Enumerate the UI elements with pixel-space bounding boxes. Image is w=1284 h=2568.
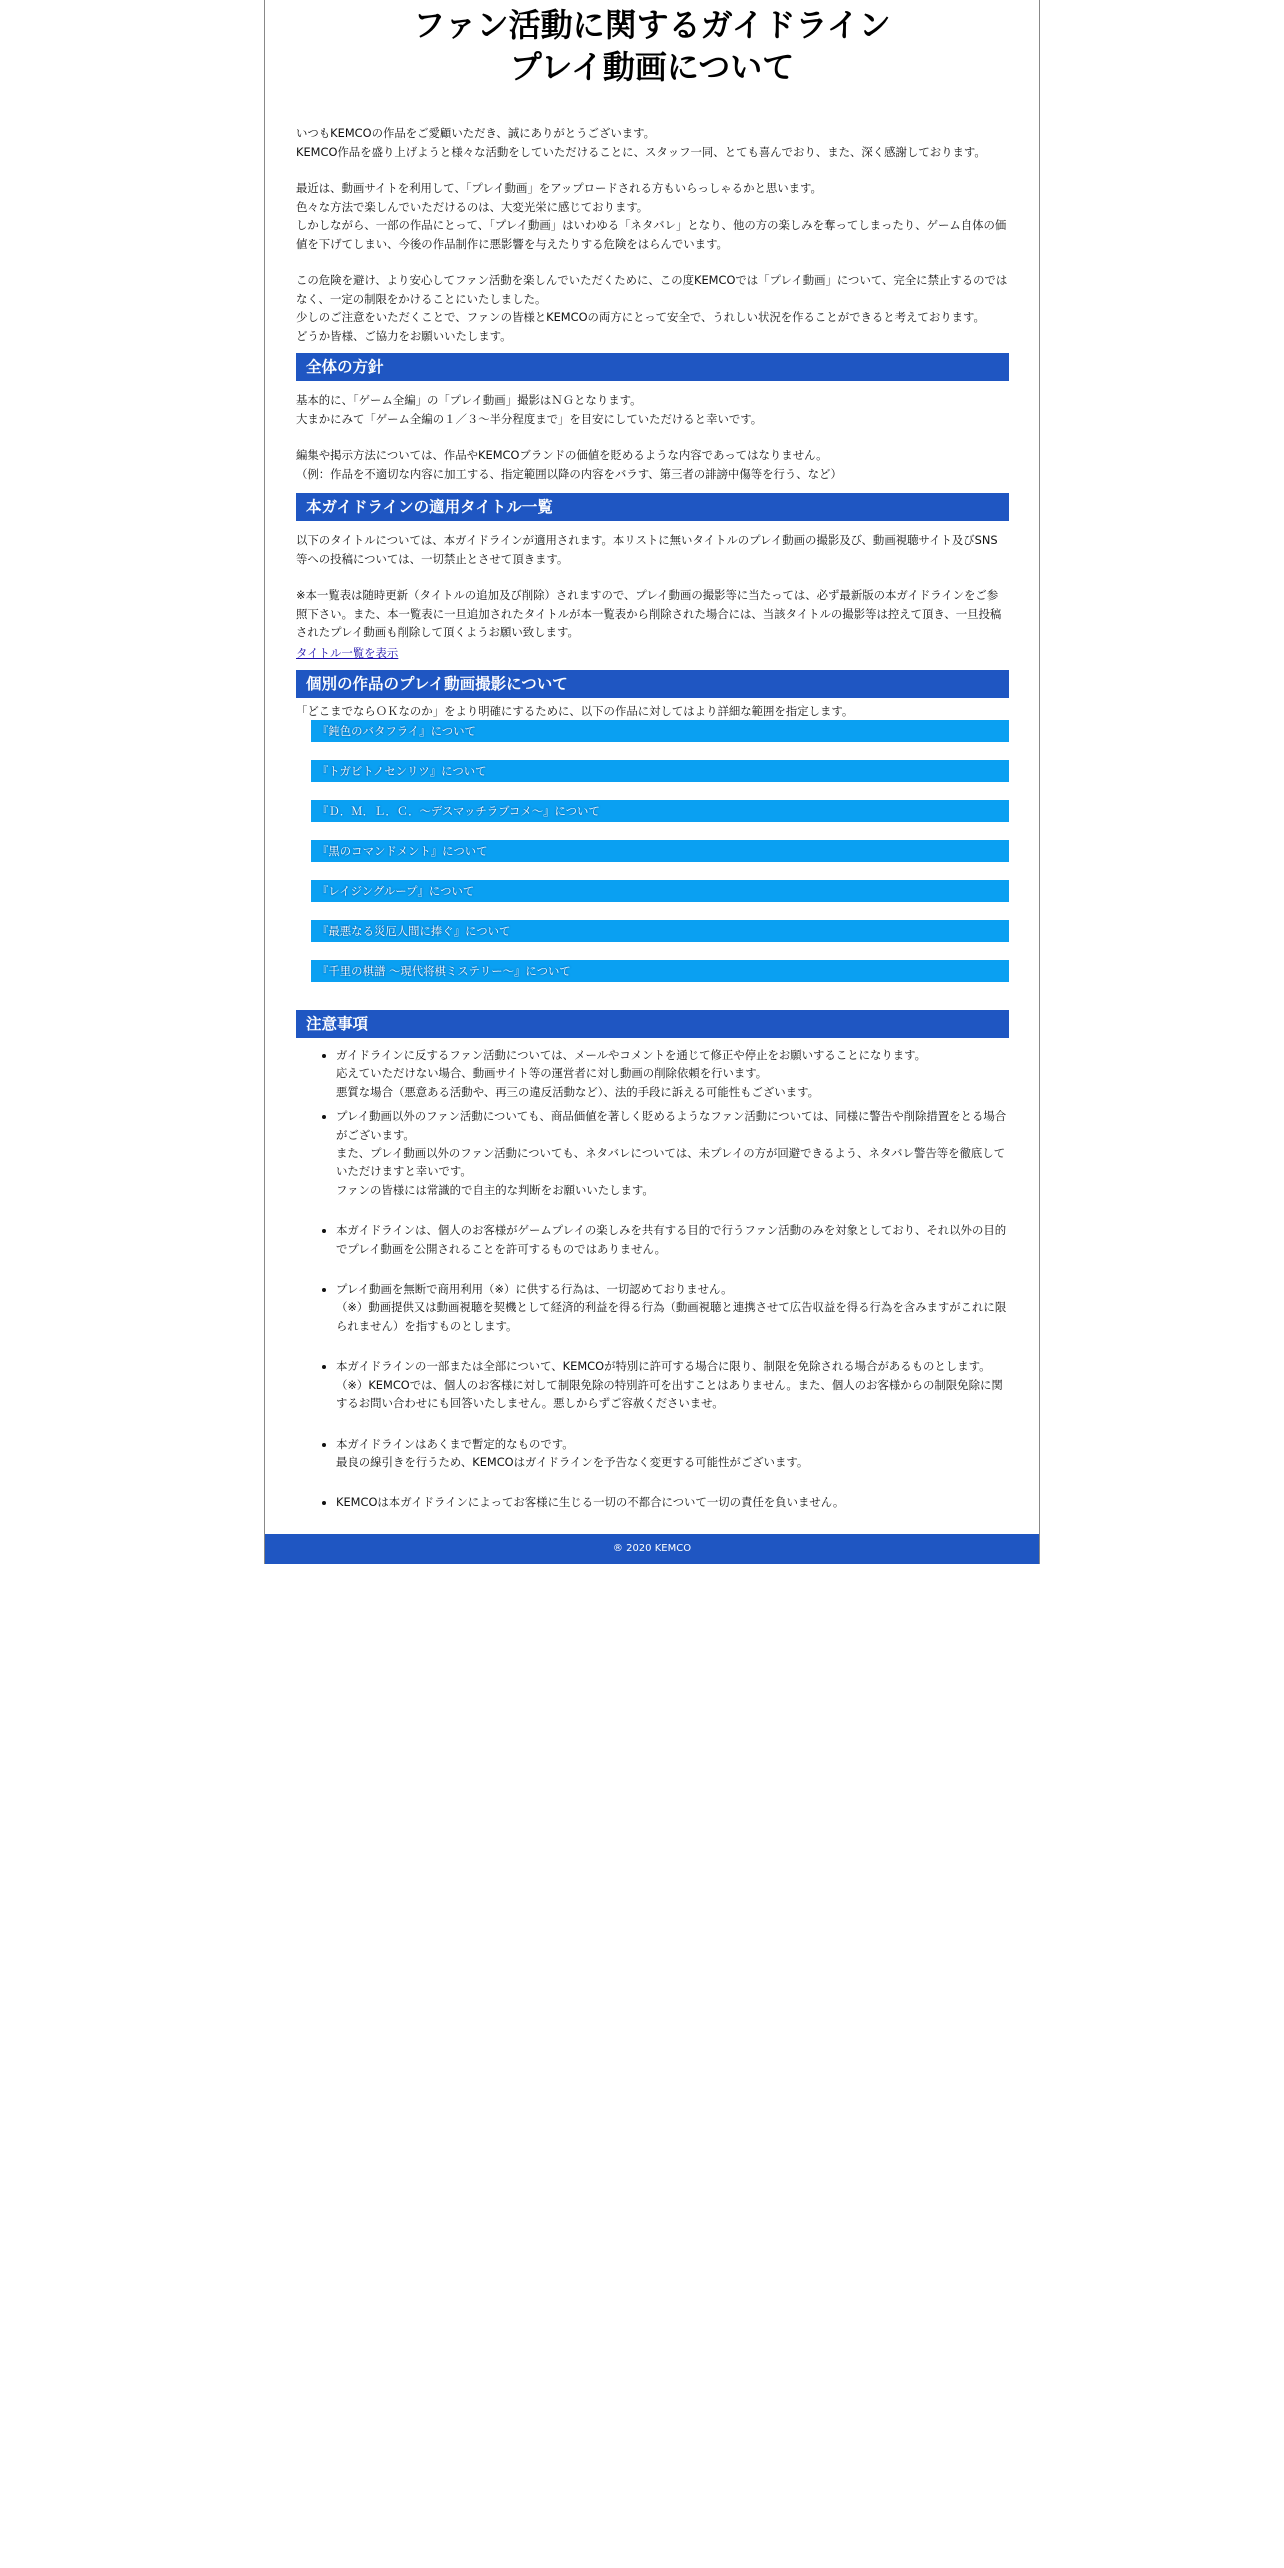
page-title bbox=[265, 0, 1039, 88]
notes-heading: 注意事項 bbox=[296, 1010, 1009, 1038]
game-link-dmlc[interactable]: 『Ｄ．Ｍ．Ｌ．Ｃ．～デスマッチラブコメ～』について bbox=[311, 800, 1009, 822]
notes-list bbox=[296, 1046, 1009, 1512]
main-content bbox=[265, 124, 1039, 1512]
note-text: • ガイドラインに反するファン活動については、メールやコメントを通じて修正や停止をお願いすることになります。 応えていただけない場合、動画サイト等の運営者に対し動画の削除依頼を行います。 悪質な場合（悪意ある活動や、再三の違反活動など）、法的手段に訴える可能性もございます。 bbox=[336, 1048, 927, 1099]
game-link-saiaku-saiyaku[interactable]: 『最悪なる災厄人間に捧ぐ』について bbox=[311, 920, 1009, 942]
policy-paragraph-1: 基本的に、「ゲーム全編」の「プレイ動画」撮影はＮＧとなります。 大まかにみて「ゲーム全編の１／３～半分程度まで」を目安にしていただけると幸いです。 bbox=[296, 393, 763, 426]
intro-paragraph-2: 最近は、動画サイトを利用して、「プレイ動画」をアップロードされる方もいらっしゃるかと思います。 色々な方法で楽しんでいただけるのは、大変光栄に感じております。 しかしながら、一部の作品にとって、「プレイ動画」はいわゆる「ネタバレ」となり、他の方の楽しみを奪ってしまったり、ゲーム自体の価値を下げてしまい、今後の作品制作に悪影響を与えたりする危険をはらんでいます。 bbox=[296, 181, 1007, 251]
note-text: • KEMCOは本ガイドラインによってお客様に生じる一切の不都合について一切の責任を負いません。 bbox=[336, 1495, 845, 1510]
titles-heading: 本ガイドラインの適用タイトル一覧 bbox=[296, 493, 1009, 521]
game-link-kuro-commandment[interactable]: 『黒のコマンドメント』について bbox=[311, 840, 1009, 862]
title-list-link[interactable]: タイトル一覧を表示 bbox=[296, 645, 399, 660]
game-link-senri-kifu[interactable]: 『千里の棋譜 ～現代将棋ミステリー～』について bbox=[311, 960, 1009, 982]
game-link-raging-loop[interactable]: 『レイジングループ』について bbox=[311, 880, 1009, 902]
footer-copyright: ® 2020 KEMCO bbox=[612, 1542, 692, 1554]
intro-paragraph-3: この危険を避け、より安心してファン活動を楽しんでいただくために、この度KEMCOでは「プレイ動画」について、完全に禁止するのではなく、一定の制限をかけることにいたしました。 少しのご注意をいただくことで、ファンの皆様とKEMCOの両方にとって安全で、うれしい状況を作ることができると考えております。 どうか皆様、ご協力をお願いいたします。 bbox=[296, 273, 1008, 343]
note-item bbox=[336, 1107, 1009, 1199]
note-item bbox=[336, 1357, 1009, 1412]
note-text: • 本ガイドラインの一部または全部について、KEMCOが特別に許可する場合に限り、制限を免除される場合があるものとします。 （※）KEMCOでは、個人のお客様に対して制限免除の特別許可を出すことはありません。また、個人のお客様からの制限免除に関するお問い合わせにも回答いたしません。悪しからずご容赦くださいませ。 bbox=[336, 1359, 1003, 1411]
page-title-line2: プレイ動画について bbox=[509, 48, 795, 86]
intro-paragraph-1: いつもKEMCOの作品をご愛顧いただき、誠にありがとうございます。 KEMCO作品を盛り上げようと様々な活動をしていただけることに、スタッフ一同、とても喜んでおり、また、深く感謝しております。 bbox=[296, 126, 986, 159]
note-item bbox=[336, 1493, 1009, 1511]
policy-heading: 全体の方針 bbox=[296, 353, 1009, 381]
titles-paragraph-1: 以下のタイトルについては、本ガイドラインが適用されます。本リストに無いタイトルのプレイ動画の撮影及び、動画視聴サイト及びSNS等への投稿については、一切禁止とさせて頂きます。 bbox=[296, 533, 998, 566]
note-text: • プレイ動画以外のファン活動についても、商品価値を著しく貶めるようなファン活動については、同様に警告や削除措置をとる場合がございます。 また、プレイ動画以外のファン活動についても、ネタバレについては、未プレイの方が回避できるよう、ネタバレ警告等を徹底していただけますと幸いです。 ファンの皆様には常識的で自主的な判断をお願いいたします。 bbox=[336, 1109, 1007, 1197]
note-item bbox=[336, 1046, 1009, 1101]
note-text: • 本ガイドラインは、個人のお客様がゲームプレイの楽しみを共有する目的で行うファン活動のみを対象としており、それ以外の目的でプレイ動画を公開されることを許可するものではありません。 bbox=[336, 1223, 1007, 1256]
page-title-line1: ファン活動に関するガイドライン bbox=[413, 6, 891, 44]
note-item bbox=[336, 1280, 1009, 1335]
page-container bbox=[264, 0, 1040, 1564]
note-item bbox=[336, 1435, 1009, 1472]
game-link-togabito[interactable]: 『トガビトノセンリツ』について bbox=[311, 760, 1009, 782]
individual-intro: 「どこまでならＯＫなのか」をより明確にするために、以下の作品に対してはより詳細な範囲を指定します。 bbox=[296, 703, 854, 718]
intro-section bbox=[296, 124, 1009, 345]
titles-paragraph-2: ※本一覧表は随時更新（タイトルの追加及び削除）されますので、プレイ動画の撮影等に当たっては、必ず最新版の本ガイドラインをご参照下さい。また、本一覧表に一旦追加されたタイトルが本一覧表から削除された場合には、当該タイトルの撮影等は控えて頂き、一旦投稿されたプレイ動画も削除して頂くようお願い致します。 bbox=[296, 588, 1002, 639]
footer bbox=[265, 1534, 1039, 1564]
individual-heading: 個別の作品のプレイ動画撮影について bbox=[296, 670, 1009, 698]
policy-paragraph-2: 編集や掲示方法については、作品やKEMCOブランドの価値を貶めるような内容であってはなりません。 （例：作品を不適切な内容に加工する、指定範囲以降の内容をバラす、第三者の誹謗中傷等を行う、など） bbox=[296, 448, 842, 481]
note-text: • 本ガイドラインはあくまで暫定的なものです。 最良の線引きを行うため、KEMCOはガイドラインを予告なく変更する可能性がございます。 bbox=[336, 1436, 809, 1469]
game-link-nibiiro-butterfly[interactable]: 『鈍色のバタフライ』について bbox=[311, 720, 1009, 742]
note-text: • プレイ動画を無断で商用利用（※）に供する行為は、一切認めておりません。 （※）動画提供又は動画視聴を契機として経済的利益を得る行為（動画視聴と連携させて広告収益を得る行為を含みますがこれに限られません）を指すものとします。 bbox=[336, 1282, 1007, 1333]
note-item bbox=[336, 1221, 1009, 1258]
game-list bbox=[311, 720, 1009, 982]
